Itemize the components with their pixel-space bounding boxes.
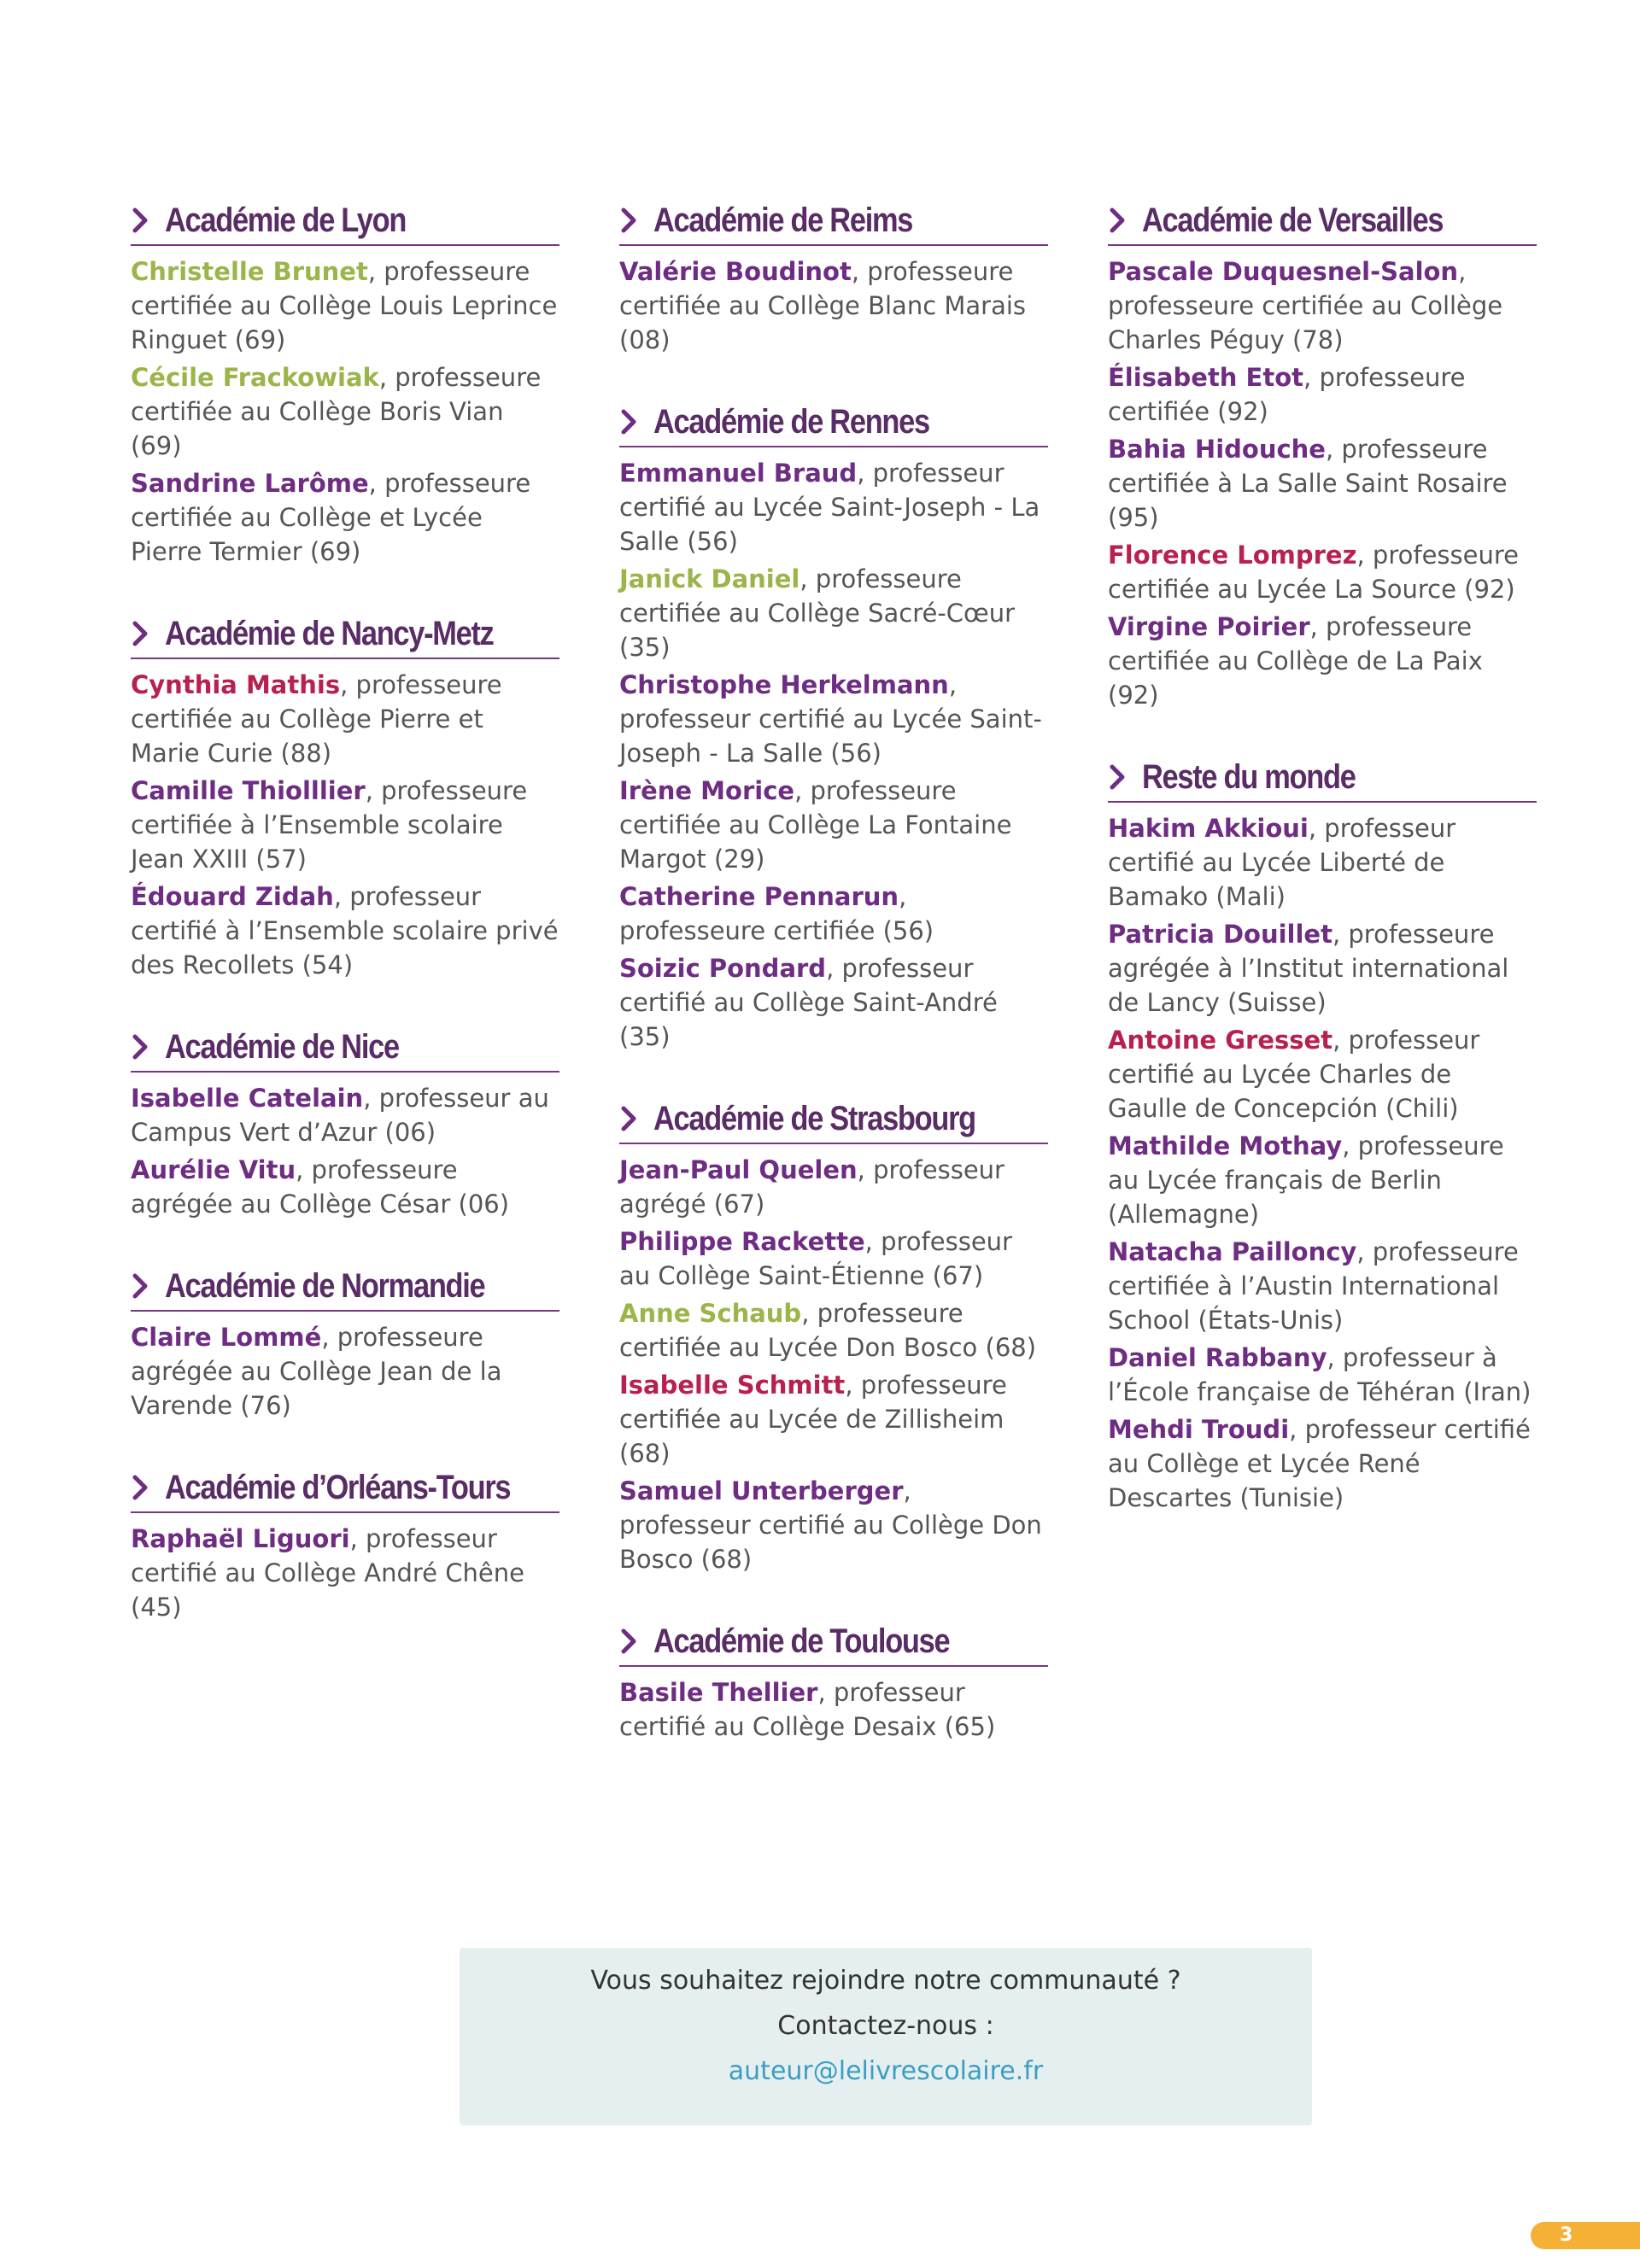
section-heading [619,198,1048,246]
section-heading [131,1465,559,1513]
contributor-role: , professeur certifié au Lycée Charles de Gaulle de Concepción (Chili) [1108,1026,1480,1123]
contributor-name: Daniel Rabbany [1108,1343,1327,1372]
contributor-entry [619,456,1048,558]
contributor-name: Isabelle Schmitt [619,1371,846,1400]
contributor-name: Patricia Douillet [1108,920,1332,949]
contributor-entry [619,1225,1048,1293]
contributor-entry [1108,1412,1537,1515]
contributor-role: , professeur certifié au Collège André Chêne (45) [131,1524,524,1622]
contributor-entry [131,668,559,770]
contributor-entry [1108,610,1537,712]
contributor-name: Jean-Paul Quelen [619,1155,858,1184]
contributor-role: , professeure certifiée au Lycée de Zillisheim (68) [619,1371,1007,1468]
page-number: 3 [1560,2224,1573,2246]
section-academie-de-toulouse [619,1619,1048,1744]
contributor-role: , professeur certifié au Lycée Saint-Joseph - La Salle (56) [619,459,1040,556]
contributor-entry [1108,538,1537,606]
contributor-name: Mathilde Mothay [1108,1131,1343,1160]
section-academie-de-reims [619,198,1048,357]
section-title: Académie de Rennes [653,403,929,441]
section-title: Académie de Normandie [165,1267,485,1305]
contributor-role: , professeure certifiée au Lycée Don Bosco (68) [619,1299,1037,1362]
section-heading [619,400,1048,447]
contributor-name: Isabelle Catelain [131,1084,364,1113]
contributor-entry [131,1522,559,1624]
contributor-entry [1108,360,1537,429]
contributor-entry [619,1153,1048,1221]
chevron-right-icon [131,1033,151,1061]
section-academie-de-lyon [131,198,559,569]
contributor-role: , professeure certifiée au Collège La Fontaine Margot (29) [619,776,1012,874]
section-heading [131,611,559,659]
section-title: Académie de Nice [165,1028,399,1066]
section-academie-de-nancy-metz [131,611,559,982]
contributor-role: , professeure certifiée (56) [619,882,934,945]
contributor-entry [619,1474,1048,1576]
chevron-right-icon [131,620,151,647]
contributor-entry [619,774,1048,876]
chevron-right-icon [1108,763,1128,791]
contributor-entry [619,254,1048,357]
section-title: Académie de Strasbourg [653,1100,975,1137]
contributor-name: Édouard Zidah [131,882,334,911]
contributor-entry [619,1296,1048,1365]
contributor-entry [1108,254,1537,357]
contributor-role: , professeure certifiée au Collège Pierre et Marie Curie (88) [131,670,502,768]
section-heading [131,198,559,246]
contact-invite-text: Vous souhaitez rejoindre notre communauté ? [590,1966,1181,1996]
section-title: Académie de Reims [653,202,913,239]
contributor-role: , professeur certifié au Lycée Saint-Joseph - La Salle (56) [619,670,1042,768]
contributor-entry [1108,917,1537,1020]
contributor-name: Pascale Duquesnel-Salon [1108,257,1459,286]
contributor-role: , professeur certifié au Collège Don Bosco (68) [619,1476,1042,1574]
contributor-entry [619,1675,1048,1744]
chevron-right-icon [131,1474,151,1501]
contributor-entry [131,774,559,876]
contributor-role: , professeur au Collège Saint-Étienne (67) [619,1227,1012,1290]
contributor-entry [619,951,1048,1054]
chevron-right-icon [619,1105,640,1132]
section-heading [619,1096,1048,1144]
contributor-entry [131,360,559,463]
contributor-entry [619,562,1048,664]
contributor-entry [131,1081,559,1149]
section-heading [619,1619,1048,1667]
contributor-name: Basile Thellier [619,1678,818,1707]
contributor-role: , professeure certifiée au Collège Blanc Marais (08) [619,257,1027,354]
contributor-role: , professeure agrégée au Collège César (06) [131,1155,510,1219]
section-academie-de-normandie [131,1264,559,1423]
contributor-name: Claire Lommé [131,1323,322,1352]
contributor-name: Hakim Akkioui [1108,814,1309,843]
contributor-entry [1108,432,1537,535]
section-title: Académie de Toulouse [653,1622,950,1660]
chevron-right-icon [619,207,640,234]
contributor-role: , professeur agrégé (67) [619,1155,1004,1219]
column-middle [619,198,1048,1786]
contributor-role: , professeure certifiée (92) [1108,363,1466,426]
chevron-right-icon [131,1272,151,1300]
section-title: Académie de Versailles [1142,202,1444,239]
section-heading [131,1264,559,1312]
contributor-name: Anne Schaub [619,1299,802,1328]
contributor-role: , professeure certifiée au Collège Boris Vian (69) [131,363,542,460]
contributor-role: , professeur à l’École française de Téhéran (Iran) [1108,1343,1532,1406]
section-heading [1108,198,1537,246]
contributor-name: Christelle Brunet [131,257,368,286]
page-number-tab [1531,2222,1640,2249]
contributor-entry [1108,1023,1537,1125]
chevron-right-icon [131,207,151,234]
contributor-role: , professeur certifié au Collège et Lycée René Descartes (Tunisie) [1108,1415,1531,1512]
contributor-entry [619,880,1048,948]
contributor-name: Raphaël Liguori [131,1524,350,1553]
section-academie-de-strasbourg [619,1096,1048,1576]
contributor-entry [131,466,559,569]
section-title: Académie de Nancy-Metz [165,615,494,652]
contributor-name: Christophe Herkelmann [619,670,949,699]
contributor-role: , professeure certifiée au Collège Louis Leprince Ringuet (69) [131,257,558,354]
contributor-name: Antoine Gresset [1108,1026,1333,1055]
contributor-name: Valérie Boudinot [619,257,852,286]
chevron-right-icon [1108,207,1128,234]
contributor-name: Bahia Hidouche [1108,435,1326,464]
contributor-name: Aurélie Vitu [131,1155,296,1184]
contributor-entry [1108,1129,1537,1231]
section-title: Académie d’Orléans-Tours [165,1469,511,1506]
contact-box [460,1948,1312,2125]
contributor-role: , professeure certifiée à La Salle Saint Rosaire (95) [1108,435,1508,532]
column-left [131,198,559,1667]
contributor-name: Natacha Pailloncy [1108,1237,1357,1266]
section-academie-de-rennes [619,400,1048,1054]
contributor-entry [131,1320,559,1423]
contributor-entry [1108,1341,1537,1409]
section-heading [1108,755,1537,803]
contact-label: Contactez-nous : [777,2011,994,2041]
section-title: Reste du monde [1142,758,1356,796]
contributor-name: Catherine Pennarun [619,882,899,911]
contact-email-link[interactable]: auteur@lelivrescolaire.fr [728,2056,1044,2086]
contributor-role: , professeure certifiée au Collège de La Paix (92) [1108,612,1483,710]
section-academie-de-versailles [1108,198,1537,712]
contributor-name: Florence Lomprez [1108,541,1357,570]
contributor-role: , professeure certifiée à l’Ensemble scolaire Jean XXIII (57) [131,776,528,874]
contributor-role: , professeur au Campus Vert d’Azur (06) [131,1084,549,1147]
contributor-entry [131,1153,559,1221]
contributor-role: , professeure au Lycée français de Berlin (Allemagne) [1108,1131,1504,1229]
contributor-entry [131,254,559,357]
section-title: Académie de Lyon [165,202,407,239]
contributor-name: Emmanuel Braud [619,459,858,488]
contributor-role: , professeur certifié à l’Ensemble scolaire privé des Recollets (54) [131,882,559,979]
contributor-name: Sandrine Larôme [131,469,369,498]
contributor-role: , professeure certifiée au Collège et Lycée Pierre Termier (69) [131,469,531,566]
contributor-name: Irène Morice [619,776,795,805]
contributor-role: , professeur certifié au Collège Desaix (65) [619,1678,996,1741]
contributor-name: Janick Daniel [619,564,800,593]
chevron-right-icon [619,1628,640,1655]
contributor-role: , professeure certifiée au Collège Charles Péguy (78) [1108,257,1503,354]
contributor-role: , professeure certifiée au Lycée La Source (92) [1108,541,1519,604]
contributor-name: Mehdi Troudi [1108,1415,1290,1444]
contributor-role: , professeure certifiée à l’Austin International School (États-Unis) [1108,1237,1519,1335]
contributor-role: , professeur certifié au Collège Saint-André (35) [619,954,998,1051]
contributor-name: Cécile Frackowiak [131,363,379,392]
contributor-name: Samuel Unterberger [619,1476,904,1505]
section-heading [131,1025,559,1073]
contributor-role: , professeure agrégée au Collège Jean de la Varende (76) [131,1323,502,1420]
contributor-entry [131,880,559,982]
contributor-role: , professeur certifié au Lycée Liberté de Bamako (Mali) [1108,814,1456,911]
contributor-name: Virgine Poirier [1108,612,1310,641]
chevron-right-icon [619,408,640,435]
section-reste-du-monde [1108,755,1537,1515]
contributor-role: , professeure certifiée au Collège Sacré-Cœur (35) [619,564,1016,662]
column-right [1108,198,1537,1558]
contributor-name: Cynthia Mathis [131,670,341,699]
contributor-name: Philippe Rackette [619,1227,865,1256]
section-academie-d-orleans-tours [131,1465,559,1624]
section-academie-de-nice [131,1025,559,1221]
contributor-entry [1108,811,1537,914]
contributor-role: , professeure agrégée à l’Institut international de Lancy (Suisse) [1108,920,1509,1017]
contributor-entry [619,668,1048,770]
contributor-name: Camille Thiolllier [131,776,366,805]
contributor-name: Élisabeth Etot [1108,363,1304,392]
contributor-name: Soizic Pondard [619,954,827,983]
contributor-entry [1108,1235,1537,1337]
contributor-entry [619,1368,1048,1470]
